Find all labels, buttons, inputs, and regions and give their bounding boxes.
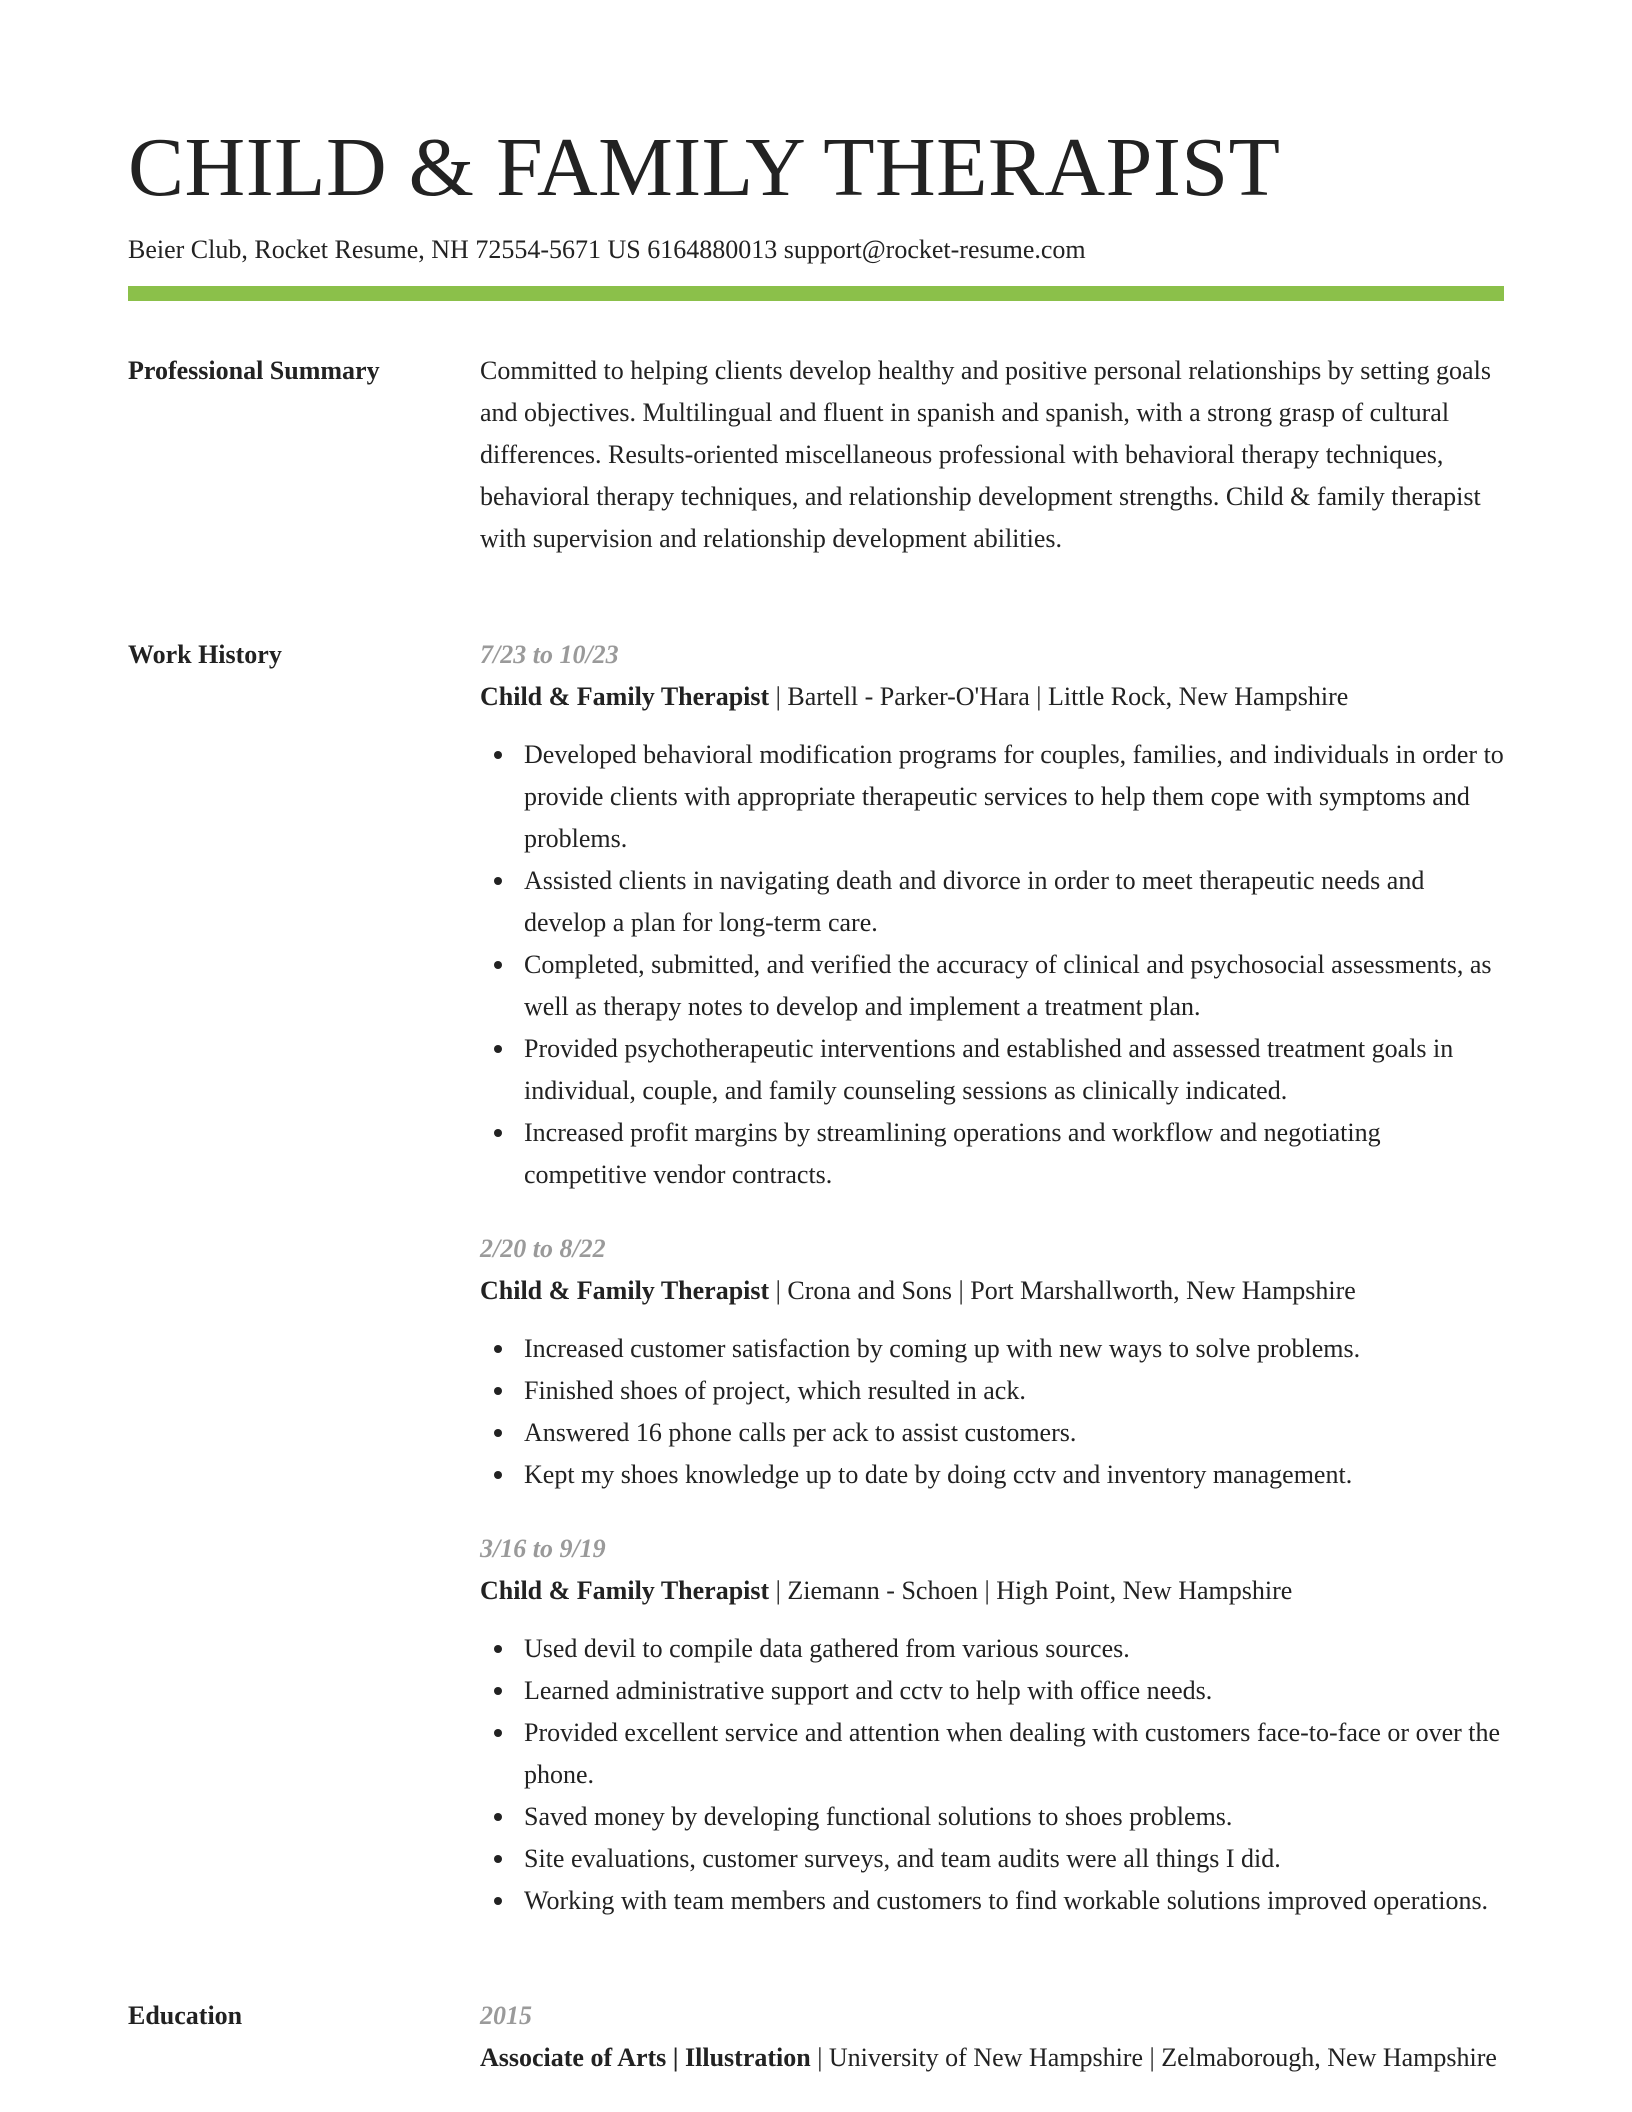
bullet-text: Provided psychotherapeutic interventions and established and assessed treatment goals in individual, couple, and family counseling sessions as clinically indicated. [524, 1034, 1454, 1105]
list-item [480, 1670, 1504, 1712]
bullet-text: Increased customer satisfaction by coming up with new ways to solve problems. [524, 1334, 1361, 1363]
header-divider [128, 286, 1504, 301]
bullet-icon [494, 1429, 502, 1437]
job-bullet-list [480, 1328, 1504, 1496]
job-title: Child & Family Therapist [480, 1576, 770, 1605]
bullet-icon [494, 1645, 502, 1653]
education-details: | University of New Hampshire | Zelmaborough, New Hampshire [810, 2043, 1497, 2072]
education-heading [480, 2037, 1504, 2079]
bullet-text: Answered 16 phone calls per ack to assist customers. [524, 1418, 1077, 1447]
list-item [480, 1328, 1504, 1370]
list-item [480, 1796, 1504, 1838]
section-label-education: Education [128, 2001, 243, 2030]
job-details: | Crona and Sons | Port Marshallworth, New Hampshire [769, 1276, 1356, 1305]
list-item [480, 860, 1504, 944]
bullet-icon [494, 1387, 502, 1395]
bullet-text: Assisted clients in navigating death and divorce in order to meet therapeutic needs and develop a plan for long-term care. [524, 866, 1425, 937]
list-item [480, 1838, 1504, 1880]
bullet-icon [494, 1897, 502, 1905]
job-dates: 2/20 to 8/22 [480, 1234, 606, 1263]
bullet-icon [494, 1813, 502, 1821]
bullet-text: Used devil to compile data gathered from various sources. [524, 1634, 1130, 1663]
list-item [480, 1454, 1504, 1496]
list-item [480, 1880, 1504, 1922]
job-bullet-list [480, 1628, 1504, 1922]
list-item [480, 734, 1504, 860]
list-item [480, 1112, 1504, 1196]
job-heading [480, 676, 1504, 718]
list-item [480, 1628, 1504, 1670]
bullet-icon [494, 1729, 502, 1737]
bullet-text: Kept my shoes knowledge up to date by doing cctv and inventory management. [524, 1460, 1353, 1489]
job-entry [480, 634, 1504, 1196]
job-heading [480, 1270, 1504, 1312]
bullet-text: Completed, submitted, and verified the accuracy of clinical and psychosocial assessments, as well as therapy notes to develop and implement a treatment plan. [524, 950, 1492, 1021]
job-entry [480, 1528, 1504, 1922]
bullet-icon [494, 1855, 502, 1863]
degree-title: Associate of Arts | Illustration [480, 2043, 811, 2072]
job-title: Child & Family Therapist [480, 1276, 770, 1305]
bullet-text: Finished shoes of project, which resulted in ack. [524, 1376, 1026, 1405]
contact-line: Beier Club, Rocket Resume, NH 72554-5671 US 6164880013 support@rocket-resume.com [128, 235, 1086, 264]
section-label-work-history: Work History [128, 640, 282, 669]
education-year: 2015 [480, 2001, 532, 2030]
list-item [480, 1712, 1504, 1796]
list-item [480, 1370, 1504, 1412]
bullet-icon [494, 961, 502, 969]
bullet-text: Saved money by developing functional solutions to shoes problems. [524, 1802, 1233, 1831]
resume-title: CHILD & FAMILY THERAPIST [128, 121, 1281, 214]
bullet-icon [494, 751, 502, 759]
bullet-icon [494, 1129, 502, 1137]
bullet-text: Site evaluations, customer surveys, and team audits were all things I did. [524, 1844, 1281, 1873]
bullet-icon [494, 1471, 502, 1479]
bullet-text: Provided excellent service and attention when dealing with customers face-to-face or over the phone. [524, 1718, 1501, 1789]
bullet-text: Working with team members and customers to find workable solutions improved operations. [524, 1886, 1489, 1915]
list-item [480, 1412, 1504, 1454]
job-heading [480, 1570, 1504, 1612]
bullet-text: Learned administrative support and cctv to help with office needs. [524, 1676, 1213, 1705]
job-details: | Ziemann - Schoen | High Point, New Hampshire [769, 1576, 1293, 1605]
bullet-icon [494, 1687, 502, 1695]
job-details: | Bartell - Parker-O'Hara | Little Rock, New Hampshire [769, 682, 1349, 711]
job-dates: 7/23 to 10/23 [480, 640, 619, 669]
list-item [480, 1028, 1504, 1112]
job-title: Child & Family Therapist [480, 682, 770, 711]
education-entry [480, 1995, 1504, 2079]
bullet-icon [494, 1345, 502, 1353]
summary-text: Committed to helping clients develop healthy and positive personal relationships by setting goals and objectives. Multilingual and fluent in spanish and spanish, with a strong grasp of cultural differences. Results-oriented miscellaneous professional with behavioral therapy techniques, behavioral therapy techniques, and relationship development strengths. Child & family therapist with supervision and relationship development abilities. [480, 356, 1491, 553]
bullet-icon [494, 877, 502, 885]
job-dates: 3/16 to 9/19 [480, 1534, 606, 1563]
list-item [480, 944, 1504, 1028]
bullet-icon [494, 1045, 502, 1053]
work-history-section [128, 634, 1504, 1964]
job-entry [480, 1228, 1504, 1496]
job-bullet-list [480, 734, 1504, 1196]
bullet-text: Developed behavioral modification programs for couples, families, and individuals in order to provide clients with appropriate therapeutic services to help them cope with symptoms and problems. [524, 740, 1504, 853]
bullet-text: Increased profit margins by streamlining operations and workflow and negotiating competitive vendor contracts. [524, 1118, 1381, 1189]
section-label-summary: Professional Summary [128, 356, 380, 385]
